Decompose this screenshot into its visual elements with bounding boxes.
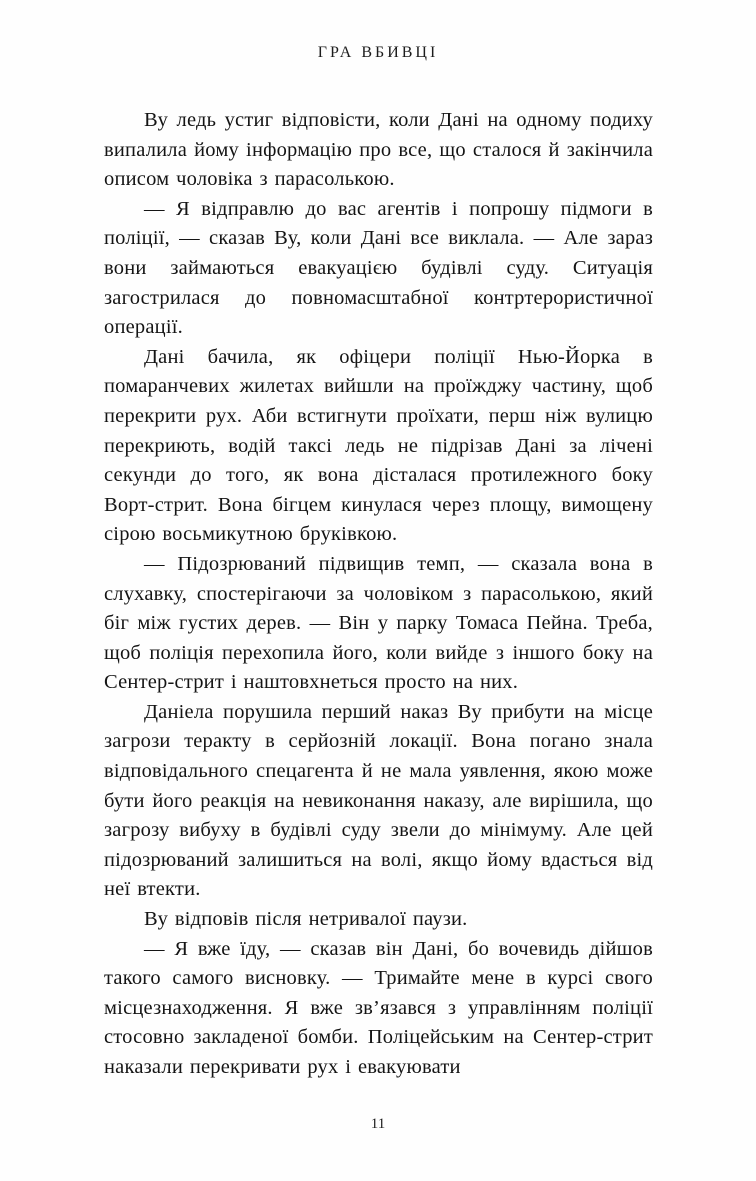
body-text	[104, 106, 653, 1083]
paragraph: Ву ледь устиг відповісти, коли Дані на одному подиху випалила йому інформацію про все, що сталося й закінчила описом чоловіка з парасолькою.	[104, 109, 653, 191]
paragraph: Дані бачила, як офіцери поліції Нью-Йорка в помаранчевих жилетах вийшли на проїжджу частину, щоб перекрити рух. Аби встигнути проїхати, перш ніж вулицю перекриють, водій таксі ледь не підрізав Дані за лічені секунди до того, як вона дісталася протилежного боку Ворт-стрит. Вона бігцем кинулася через площу, вимощену сірою восьмикутною бруківкою.	[104, 345, 653, 546]
paragraph: Ву відповів після нетривалої паузи.	[144, 908, 468, 931]
page-number: 11	[370, 1116, 386, 1132]
paragraph: Даніела порушила перший наказ Ву прибути на місце загрози теракту в серйозній локації. Вона погано знала відповідального спецагента й не мала уявлення, якою може бути його реакція на невиконання наказу, але вирішила, що загрозу вибуху в будівлі суду звели до мінімуму. Але цей підозрюваний залишиться на волі, якщо йому вдасться від неї втекти.	[104, 700, 653, 901]
paragraph: — Підозрюваний підвищив темп, — сказала вона в слухавку, спостерігаючи за чоловіком з парасолькою, який біг між густих дерев. — Він у парку Томаса Пейна. Треба, щоб поліція перехопила його, коли вийде з іншого боку на Сентер-стрит і наштовхнеться просто на них.	[104, 552, 653, 694]
paragraph: — Я відправлю до вас агентів і попрошу підмоги в поліції, — сказав Ву, коли Дані все виклала. — Але зараз вони займаються евакуацією будівлі суду. Ситуація загострилася до повномасштабної контртерористичної операції.	[104, 197, 653, 339]
running-header: ГРА ВБИВЦІ	[317, 44, 439, 61]
paragraph: — Я вже їду, — сказав він Дані, бо вочевидь дійшов такого самого висновку. — Тримайте мене в курсі свого місцезнаходження. Я вже зв’язався з управлінням поліції стосовно закладеної бомби. Поліцейським на Сентер-стрит наказали перекривати рух і евакуювати	[104, 937, 653, 1078]
